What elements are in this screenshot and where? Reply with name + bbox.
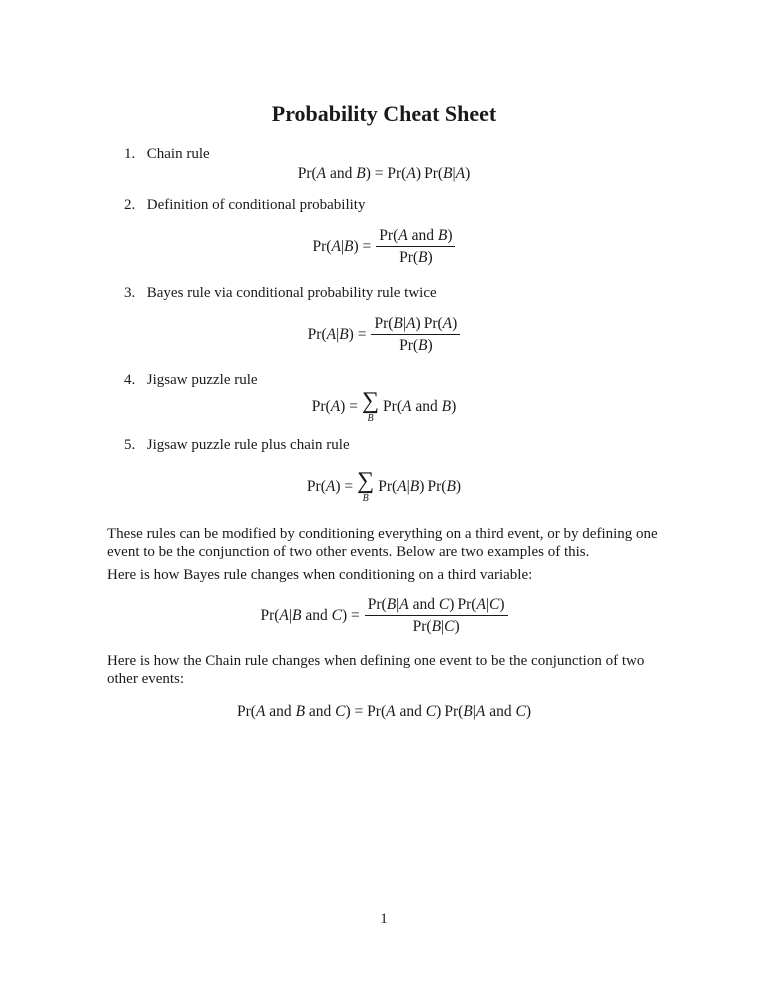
equation-jigsaw-rule: Pr( A ) = ∑ B Pr( A and B ) — [311, 388, 457, 424]
rule-3-heading — [124, 285, 437, 302]
rule-label: Bayes rule via conditional probability rule twice — [146, 285, 437, 301]
equation-bayes-conditioned: Pr( A | B and C ) = $\frac{\text{Pr(B|A and C) Pr(A|C)}}{Pr(B|C)}$ — [0, 597, 768, 634]
rule-label: Jigsaw puzzle rule plus chain rule — [146, 437, 350, 453]
intro-paragraph: These rules can be modified by conditioning everything on a third event, or by defining one event to be the conjunction of two other events. Below are two examples of this. — [107, 526, 658, 560]
rule-label: Chain rule — [146, 146, 210, 162]
equation-chain-rule: Pr( A and B ) = Pr( A ) Pr( B | A ) — [297, 165, 471, 182]
rule-number: 4. — [124, 372, 136, 388]
rule-4-heading — [124, 372, 258, 389]
equation-conditional-probability: Pr( A | B ) = $\frac{\text{Pr(A and B)}}{Pr(B)}$ — [0, 228, 768, 265]
chain-conjunction-paragraph: Here is how the Chain rule changes when defining one event to be the conjunction of two other events: — [107, 653, 645, 687]
page-title: Probability Cheat Sheet — [271, 101, 497, 126]
equation-jigsaw-chain-rule: Pr( A ) = ∑ B Pr( A | B ) Pr( B ) — [306, 468, 462, 504]
summation: ∑ B — [361, 388, 380, 424]
rule-label: Definition of conditional probability — [146, 197, 366, 213]
sum-subscript: B — [367, 413, 374, 424]
rule-number: 3. — [124, 285, 136, 301]
rule-label: Jigsaw puzzle rule — [146, 372, 258, 388]
rule-number: 5. — [124, 437, 136, 453]
rule-2-heading — [124, 197, 365, 214]
fraction: $\frac{\text{Pr(B|A and C) Pr(A|C)}}{Pr(B|C)}$ — [365, 597, 508, 634]
fraction: $\frac{\text{Pr(A and B)}}{Pr(B)}$ — [376, 228, 455, 265]
rule-number: 1. — [124, 146, 136, 162]
equation-bayes-rule: Pr( A | B ) = $\frac{Pr(B|A) Pr(A)}{Pr(B)}$ — [0, 316, 768, 353]
rule-5-heading — [124, 437, 350, 454]
rule-1-heading — [124, 146, 210, 163]
rule-number: 2. — [124, 197, 136, 213]
summation: ∑ B — [357, 468, 375, 504]
sum-subscript: B — [362, 493, 369, 504]
bayes-third-variable-paragraph: Here is how Bayes rule changes when conditioning on a third variable: — [107, 567, 533, 583]
equation-chain-conjunction: Pr( A and B and C ) = Pr( A and C ) Pr( B | A and C ) — [237, 703, 531, 720]
fraction: $\frac{Pr(B|A) Pr(A)}{Pr(B)}$ — [371, 316, 460, 353]
page-number: 1 — [380, 911, 388, 927]
